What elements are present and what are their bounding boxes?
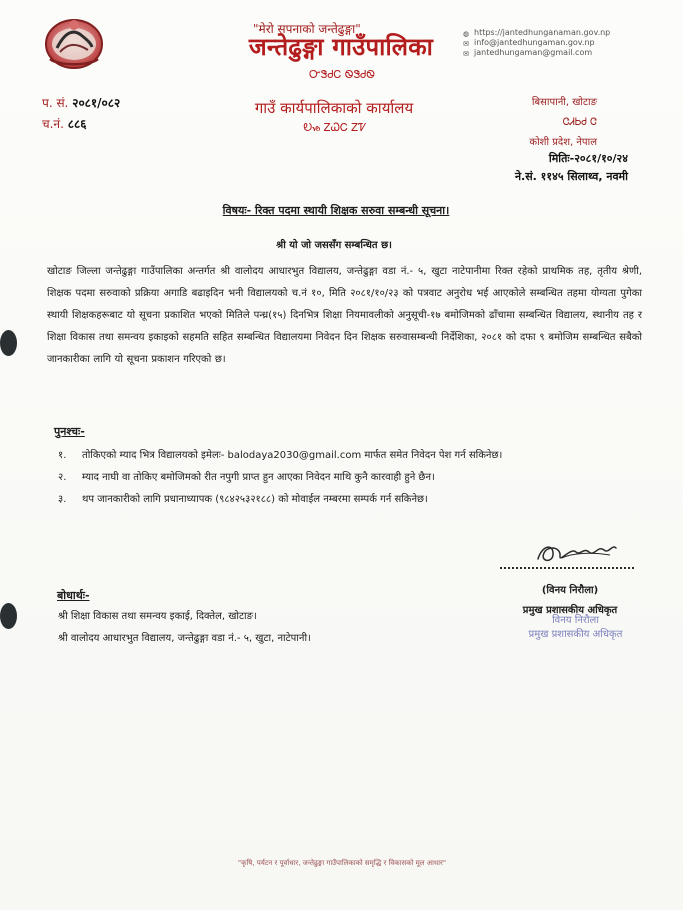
handwritten-signature — [532, 535, 622, 569]
stamp-role: प्रमुख प्रशासकीय अधिकृत — [528, 629, 623, 640]
email-text: info@jantedhungaman.gov.np — [474, 38, 595, 47]
date-block — [438, 150, 628, 186]
postscript-title: पुनश्चः- — [54, 425, 85, 438]
list-item-text: म्याद नाघी वा तोकिए बमोजिमको रीत नपुगी प्राप्त हुन आएका निवेदन माथि कुनै कारवाही हुने छैन। — [82, 472, 435, 483]
dispatch-number-label: च.नं. — [42, 117, 64, 131]
postscript-list — [58, 446, 638, 512]
organization-name: जन्तेढुङ्गा गाउँपालिका — [248, 33, 434, 61]
list-item-number: १. — [58, 450, 67, 461]
dispatch-number-value: ८८६ — [67, 117, 87, 131]
stamp-name: विनय निरौला — [552, 615, 599, 626]
list-item-number: २. — [58, 472, 67, 483]
list-item — [58, 446, 638, 466]
cc-item: श्री शिक्षा विकास तथा समन्वय इकाई, दिक्तेल, खोटाङ। — [58, 611, 257, 622]
list-item — [58, 490, 638, 510]
reference-block — [42, 94, 212, 136]
address-line-1: बिसापानी, खोटाङ — [531, 97, 597, 108]
cc-title: बोधार्थः- — [57, 589, 90, 602]
signatory-name: (विनय निरौला) — [541, 585, 599, 596]
cc-item: श्री वालोदय आधारभुत विद्यालय, जन्तेढुङ्गा वडा नं.- ५, खुटा, नाटेपानी। — [58, 633, 311, 644]
gmail-row — [462, 48, 632, 58]
punch-hole-top — [0, 330, 17, 356]
punch-hole-bottom — [0, 603, 17, 629]
dispatch-number-line — [42, 115, 212, 133]
gmail-icon: ✉ — [463, 50, 469, 58]
list-item-text: थप जानकारीको लागि प्रधानाध्यापक (९८४२५३२१८८) को मोवाईल नम्बरमा सम्पर्क गर्न सकिनेछ। — [82, 494, 428, 505]
letter-number-label: प. सं. — [42, 96, 69, 110]
subject-line: विषयः- रिक्त पदमा स्थायी शिक्षक सरुवा सम्बन्धी सूचना। — [222, 204, 450, 217]
nepal-emblem-icon — [42, 14, 106, 76]
office-name: गाउँ कार्यपालिकाको कार्यालय — [254, 99, 414, 117]
motto: "मेरो सपनाको जन्तेढुङ्गा" — [253, 22, 361, 36]
address-block — [477, 93, 597, 153]
list-item-number: ३. — [58, 494, 67, 505]
website-text: https://jantedhunganaman.gov.np — [474, 28, 611, 37]
organization-name-script: ᏅᏕᏧᏟ ᏫᏕᏧᏫ — [309, 68, 375, 81]
footer-slogan: "कृषि, पर्यटन र पूर्वाधार, जन्तेढुङ्गा गाउँपालिकाको समृद्धि र विकासको मूल आधार" — [237, 859, 447, 867]
letter-number-value: २०८१/०८२ — [72, 96, 121, 110]
globe-icon: ◍ — [462, 30, 470, 38]
list-item-text: तोकिएको म्याद भित्र विद्यालयको इमेलः- balodaya2030@gmail.com मार्फत समेत निवेदन पेश गर्न सकिनेछ। — [82, 450, 503, 461]
contact-block — [462, 28, 632, 58]
list-item — [58, 468, 638, 488]
cc-list — [58, 606, 438, 650]
nepal-sambat-line: ने.सं. ११४५ सिलाथ्व, नवमी — [514, 170, 628, 183]
email-row — [462, 38, 632, 48]
website-row — [462, 28, 632, 38]
date-line: मितिः-२०८१/१०/२४ — [548, 152, 628, 165]
mail-icon: ✉ — [463, 40, 469, 48]
letter-number-line — [42, 94, 212, 112]
signature-line — [500, 567, 634, 569]
official-stamp — [503, 614, 648, 642]
office-name-script: Ꭷᏹ ᏃᏇᏟ ᏃᏤ — [303, 121, 367, 134]
address-line-2: ᏣᏗᏏᏧ Ꮳ — [562, 117, 597, 128]
gmail-text: jantedhungaman@gmail.com — [474, 48, 593, 57]
notice-body: खोटाङ जिल्ला जन्तेढुङ्गा गाउँपालिका अन्तर्गत श्री वालोदय आधारभुत विद्यालय, जन्तेढुङ्गा वडा नं.- ५, खुटा नाटेपानीमा रिक्त रहेको प्राथमिक तह, तृतीय श्रेणी, शिक्षक पदमा सरुवाको प्रक्रिया अगाडि बढाइदिन भनी विद्यालयको च.नं १०, मिति २०८१/१०/२३ को पत्रवाट अनुरोध भई आएकोले सम्बन्धित तहमा योग्यता पुगेका स्थायी शिक्षकहरूबाट यो सूचना प्रकाशित भएको मितिले पन्ध्र(१५) दिनभित्र शिक्षा नियमावलीको अनुसूची-१७ बमोजिमको ढाँचामा सम्बन्धित विद्यालय, स्थानीय तह र शिक्षा विकास तथा समन्वय इकाइको सहमति सहित सम्बन्धित विद्यालयमा निवेदन दिन शिक्षक सरुवासम्बन्धी निर्देशिका, २०८१ को दफा ९ बमोजिम सम्बन्धित सबैको जानकारीका लागि यो सूचना प्रकाशन गरिएको छ। — [47, 266, 642, 365]
salutation: श्री यो जो जससँग सम्बन्धित छ। — [276, 240, 392, 251]
signatory-role: प्रमुख प्रशासकीय अधिकृत — [522, 605, 618, 616]
address-line-3: कोशी प्रदेश, नेपाल — [529, 137, 597, 148]
